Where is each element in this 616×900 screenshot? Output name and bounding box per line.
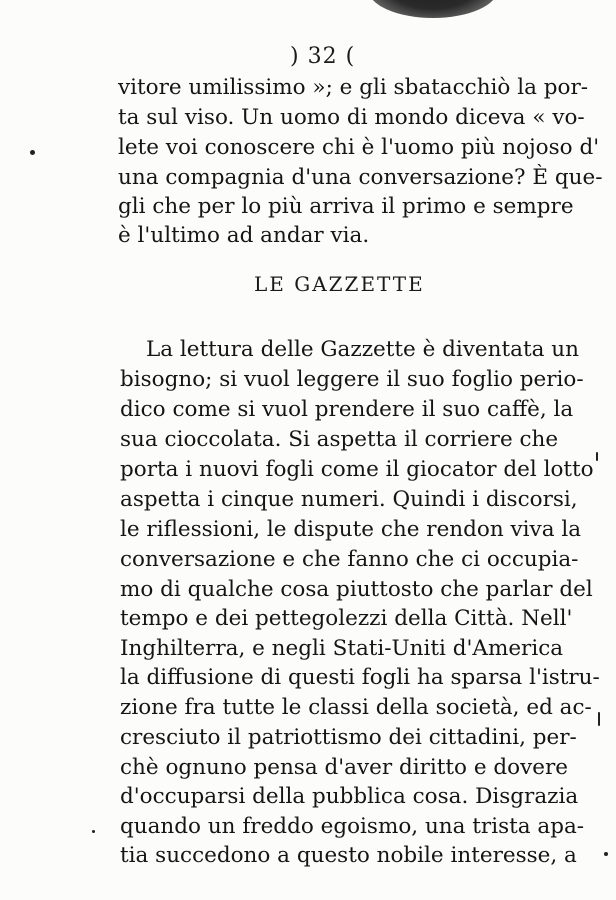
text-line: d'occuparsi della pubblica cosa. Disgrazia xyxy=(120,784,579,809)
binding-shadow xyxy=(368,0,498,18)
text-line: è l'ultimo ad andar via. xyxy=(118,223,370,248)
scan-speck xyxy=(604,852,608,856)
scan-speck xyxy=(596,452,598,461)
scan-speck xyxy=(92,830,95,833)
text-line: le riflessioni, le dispute che rendon viva la xyxy=(120,517,582,542)
text-line: porta i nuovi fogli come il giocator del lotto xyxy=(120,457,594,482)
text-line: quando un freddo egoismo, una trista apa- xyxy=(120,814,585,839)
text-line: sua cioccolata. Si aspetta il corriere che xyxy=(120,427,559,452)
section-heading: LE GAZZETTE xyxy=(254,272,425,296)
page-number: ) 32 ( xyxy=(290,44,356,69)
text-line: una compagnia d'una conversazione? È que- xyxy=(118,165,603,190)
text-line: tempo e dei pettegolezzi della Città. Nell' xyxy=(120,606,573,631)
text-line: vitore umilissimo »; e gli sbatacchiò la por- xyxy=(118,75,588,100)
scan-speck xyxy=(30,150,35,155)
text-line: chè ognuno pensa d'aver diritto e dovere xyxy=(120,755,568,780)
text-line: mo di qualche cosa piuttosto che parlar del xyxy=(120,577,593,602)
scan-speck xyxy=(598,712,600,726)
text-line: conversazione e che fanno che ci occupia- xyxy=(120,547,579,572)
text-line: zione fra tutte le classi della società, ed ac- xyxy=(120,695,592,720)
text-line: La lettura delle Gazzette è diventata un xyxy=(146,337,579,362)
text-line: la diffusione di questi fogli ha sparsa l'istru- xyxy=(120,665,600,690)
text-line: tia succedono a questo nobile interesse, a xyxy=(120,843,577,868)
text-line: aspetta i cinque numeri. Quindi i discorsi, xyxy=(120,487,578,512)
text-line: ta sul viso. Un uomo di mondo diceva « vo- xyxy=(118,105,585,130)
text-line: lete voi conoscere chi è l'uomo più nojoso d' xyxy=(118,135,600,160)
text-line: dico come si vuol prendere il suo caffè, la xyxy=(120,397,574,422)
text-line: cresciuto il patriottismo dei cittadini, per- xyxy=(120,725,577,750)
text-line: gli che per lo più arriva il primo e sempre xyxy=(118,194,574,219)
text-line: Inghilterra, e negli Stati-Uniti d'America xyxy=(120,636,564,661)
text-line: bisogno; si vuol leggere il suo foglio perio- xyxy=(120,367,584,392)
